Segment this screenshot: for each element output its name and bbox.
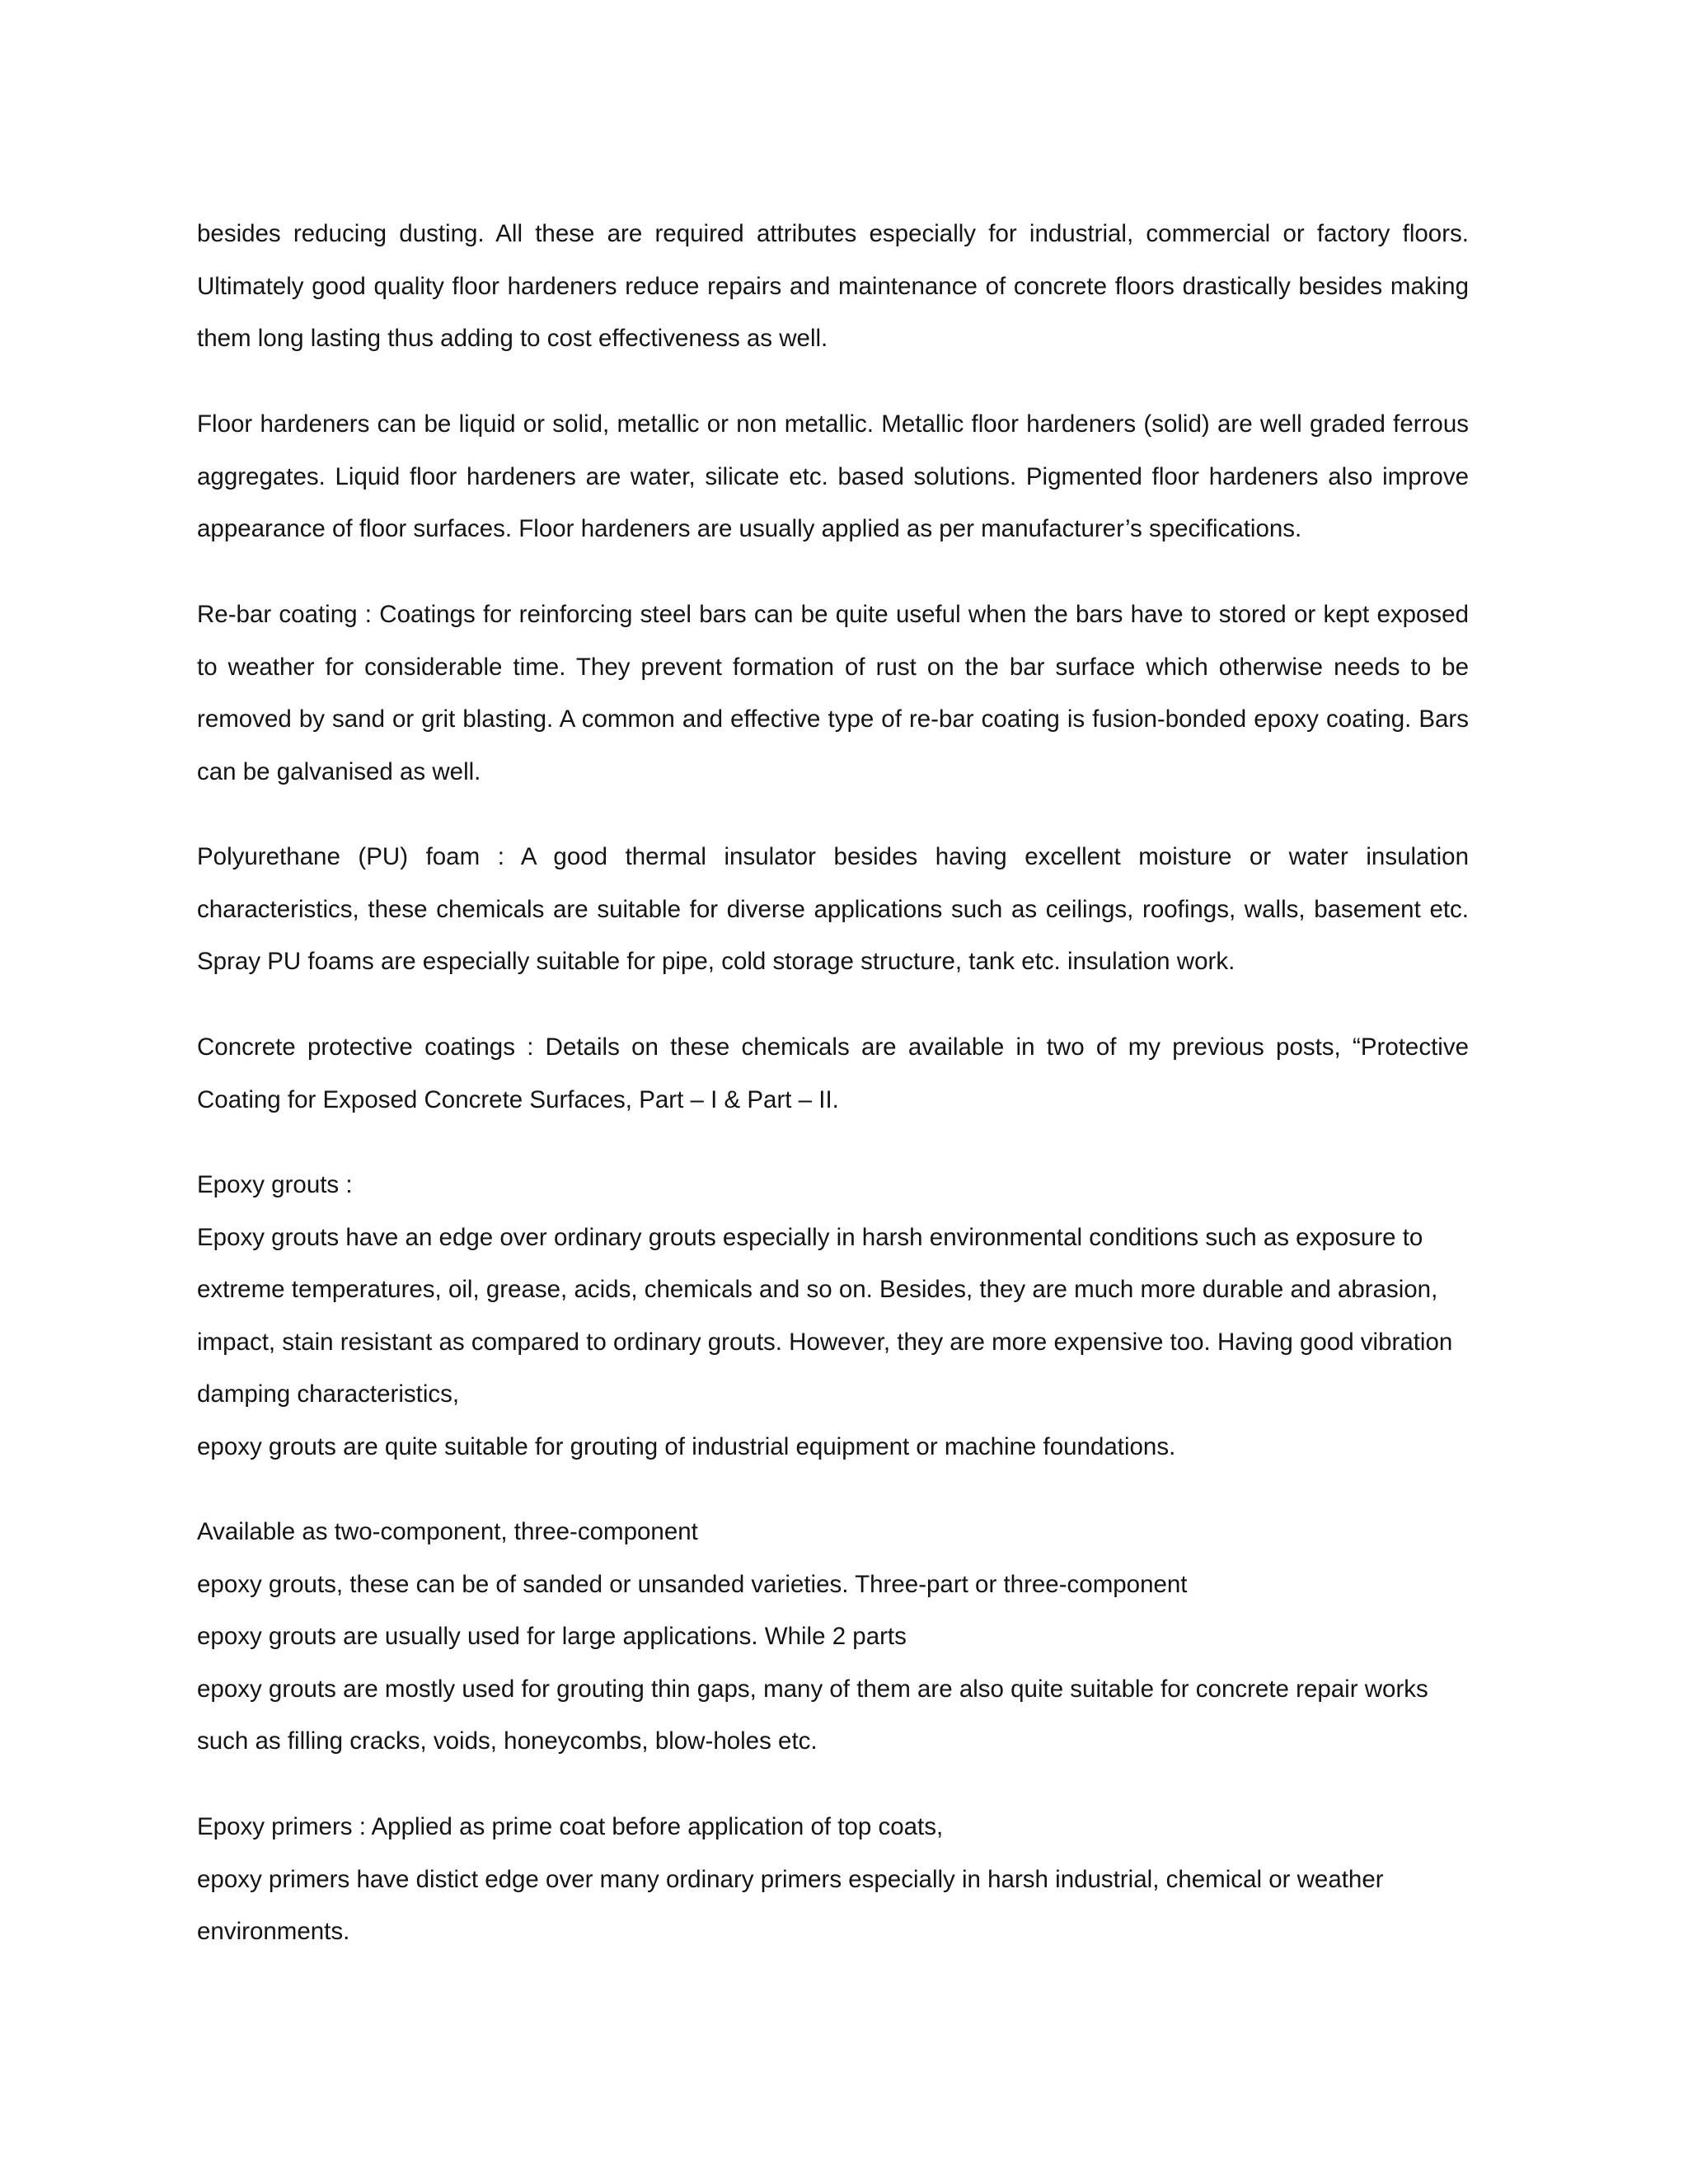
epoxy-grouts-heading: Epoxy grouts : [197,1171,353,1198]
text-line: Available as two-component, three-component [197,1518,698,1545]
paragraph-rebar-coating: Re-bar coating : Coatings for reinforcing steel bars can be quite useful when the bars have to stored or kept exposed to weather for considerable time. They prevent formation of rust on the bar surface which otherwise needs to be removed by sand or grit blasting. A common and effective type of re-bar coating is fusion-bonded epoxy coating. Bars can be galvanised as well. [197,601,1469,785]
text-line: epoxy grouts are quite suitable for grouting of industrial equipment or machine foundations. [197,1432,1176,1460]
paragraph-floor-hardener-benefits: besides reducing dusting. All these are required attributes especially for industrial, commercial or factory floors. Ultimately good quality floor hardeners reduce repairs and maintenance of concrete floors drastically besides making them long lasting thus adding to cost effectiveness as well. [197,220,1469,352]
text-line: epoxy grouts are mostly used for grouting thin gaps, many of them are also quite suitable for concrete repair works [197,1675,1428,1703]
text-line: such as filling cracks, voids, honeycombs, blow-holes etc. [197,1727,818,1755]
paragraph-pu-foam: Polyurethane (PU) foam : A good thermal insulator besides having excellent moisture or water insulation characteristics, these chemicals are suitable for diverse applications such as ceilings, roofings, walls, basement etc. Spray PU foams are especially suitable for pipe, cold storage structure, tank etc. insulation work. [197,843,1469,975]
text-line: environments. [197,1918,350,1945]
text-line: impact, stain resistant as compared to ordinary grouts. However, they are more expensive too. Having good vibration [197,1328,1453,1356]
text-line: Epoxy primers : Applied as prime coat before application of top coats, [197,1813,944,1840]
paragraph-floor-hardener-types: Floor hardeners can be liquid or solid, metallic or non metallic. Metallic floor hardeners (solid) are well graded ferrous aggregates. Liquid floor hardeners are water, silicate etc. based solutions. Pigmented floor hardeners also improve appearance of floor surfaces. Floor hardeners are usually applied as per manufacturer’s specifications. [197,410,1469,542]
text-line: extreme temperatures, oil, grease, acids, chemicals and so on. Besides, they are much more durable and abrasion, [197,1276,1438,1303]
text-line: damping characteristics, [197,1380,460,1408]
text-line: epoxy primers have distict edge over many ordinary primers especially in harsh industrial, chemical or weather [197,1865,1384,1893]
paragraph-epoxy-primers [197,1801,1469,1958]
paragraph-concrete-protective-coatings: Concrete protective coatings : Details on these chemicals are available in two of my previous posts, “Protective Coating for Exposed Concrete Surfaces, Part – I & Part – II. [197,1033,1469,1113]
text-line: Epoxy grouts have an edge over ordinary grouts especially in harsh environmental conditions such as exposure to [197,1223,1423,1251]
paragraph-epoxy-grouts [197,1159,1469,1473]
text-line: epoxy grouts, these can be of sanded or unsanded varieties. Three-part or three-component [197,1570,1188,1598]
paragraph-epoxy-grout-components [197,1506,1469,1768]
text-line: epoxy grouts are usually used for large applications. While 2 parts [197,1623,907,1650]
